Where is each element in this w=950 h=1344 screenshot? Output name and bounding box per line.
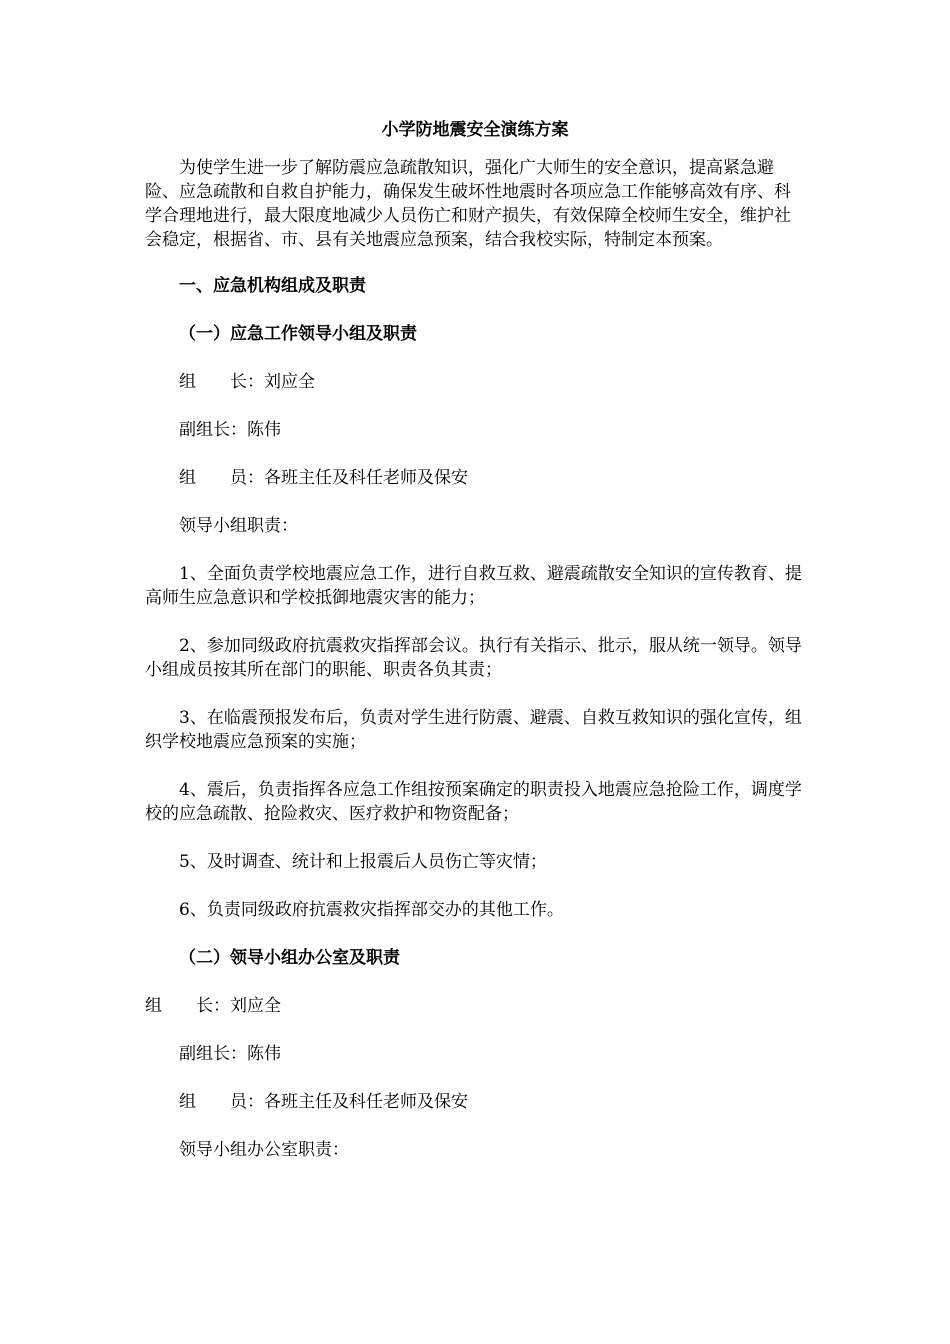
document-title: 小学防地震安全演练方案 [381,120,569,140]
sub1-duty-item: 2、参加同级政府抗震救灾指挥部会议。执行有关指示、批示，服从统一领导。领导小组成员按其所在部门的职能、职责各负其责； [145,636,802,680]
sub1-duty-item: 4、震后，负责指挥各应急工作组按预案确定的职责投入地震应急抢险工作，调度学校的应急疏散、抢险救灾、医疗救护和物资配备； [145,780,802,824]
sub2-leader-line [145,994,805,1018]
sub1-member-label: 组 员： [179,468,264,488]
sub1-duty-item: 5、及时调查、统计和上报震后人员伤亡等灾情； [179,852,547,872]
sub1-leader-value: 刘应全 [264,372,315,392]
section-1-heading: 一、应急机构组成及职责 [179,276,366,296]
sub1-deputy-line [145,418,805,442]
sub2-leader-label: 组 长： [145,996,230,1016]
sub1-duty-item: 1、全面负责学校地震应急工作，进行自救互救、避震疏散安全知识的宣传教育、提高师生应急意识和学校抵御地震灾害的能力； [145,564,802,608]
sub1-member-value: 各班主任及科任老师及保安 [264,468,468,488]
sub2-deputy-label: 副组长： [179,1044,247,1064]
subsection-1-heading: （一）应急工作领导小组及职责 [179,324,417,344]
sub2-duties-label: 领导小组办公室职责： [179,1140,349,1160]
sub1-leader-label: 组 长： [179,372,264,392]
sub1-member-line [145,466,805,490]
sub1-leader-line [145,370,805,394]
sub2-member-label: 组 员： [179,1092,264,1112]
sub2-deputy-line [145,1042,805,1066]
subsection-2-heading: （二）领导小组办公室及职责 [179,948,400,968]
sub2-member-value: 各班主任及科任老师及保安 [264,1092,468,1112]
sub2-member-line [145,1090,805,1114]
sub2-deputy-value: 陈伟 [247,1044,281,1064]
sub1-deputy-value: 陈伟 [247,420,281,440]
sub1-duties-label: 领导小组职责： [179,516,298,536]
document-page [145,118,805,1186]
sub1-duty-item: 3、在临震预报发布后，负责对学生进行防震、避震、自救互救知识的强化宣传，组织学校地震应急预案的实施； [145,708,802,752]
intro-paragraph: 为使学生进一步了解防震应急疏散知识，强化广大师生的安全意识，提高紧急避险、应急疏散和自救自护能力，确保发生破坏性地震时各项应急工作能够高效有序、科学合理地进行，最大限度地减少人员伤亡和财产损失，有效保障全校师生安全，维护社会稳定，根据省、市、县有关地震应急预案，结合我校实际，特制定本预案。 [145,158,791,250]
sub1-deputy-label: 副组长： [179,420,247,440]
sub1-duty-item: 6、负责同级政府抗震救灾指挥部交办的其他工作。 [179,900,564,920]
sub2-leader-value: 刘应全 [230,996,281,1016]
